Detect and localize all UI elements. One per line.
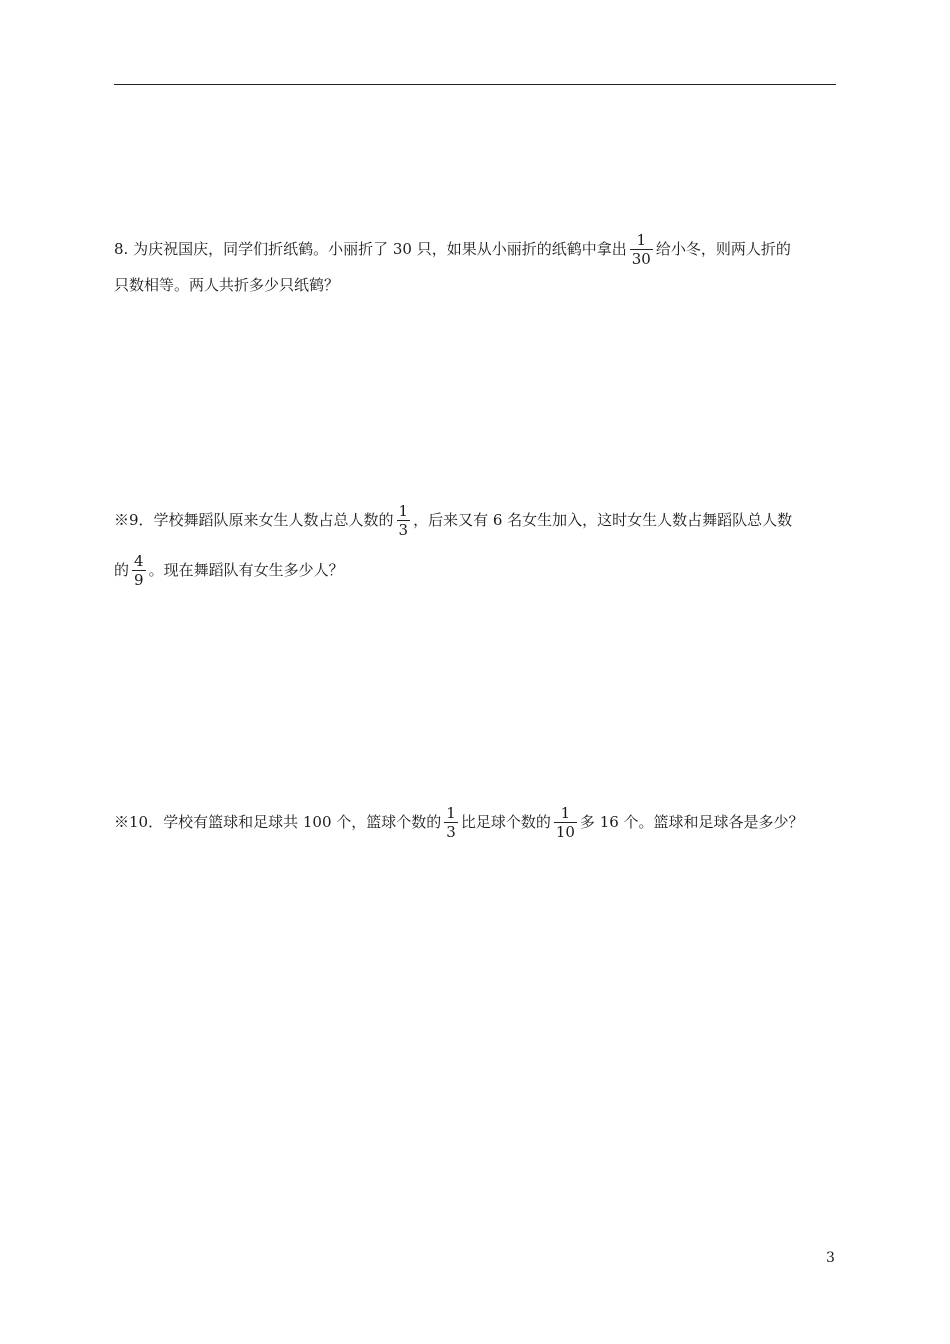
header-rule [114, 84, 836, 85]
question-10 [114, 802, 838, 842]
fraction-numerator: 4 [134, 551, 144, 570]
fraction-denominator: 3 [398, 520, 409, 539]
fraction-4-9 [132, 552, 146, 589]
question-10-text-1: ※10．学校有篮球和足球共 100 个，篮球个数的 [114, 813, 442, 831]
page-number: 3 [826, 1250, 835, 1266]
question-8-text-1: 8. 为庆祝国庆，同学们折纸鹤。小丽折了 30 只，如果从小丽折的纸鹤中拿出 [114, 240, 627, 258]
question-9 [114, 500, 838, 590]
fraction-1-3 [444, 804, 458, 841]
fraction-denominator: 30 [631, 249, 651, 268]
question-8-text-3: 只数相等。两人共折多少只纸鹤？ [114, 276, 340, 294]
question-9-text-4: 。现在舞蹈队有女生多少人？ [148, 561, 344, 579]
fraction-denominator: 9 [134, 570, 144, 589]
question-8-text-2: 给小冬，则两人折的 [655, 240, 791, 258]
fraction-numerator: 1 [560, 803, 571, 822]
fraction-numerator: 1 [398, 501, 409, 520]
fraction-1-3 [397, 502, 411, 539]
question-10-text-2: 比足球个数的 [460, 813, 551, 831]
question-9-text-1: ※9．学校舞蹈队原来女生人数占总人数的 [114, 511, 394, 529]
fraction-numerator: 1 [446, 803, 456, 822]
fraction-1-10 [554, 804, 577, 841]
fraction-denominator: 3 [446, 822, 456, 841]
question-8 [114, 229, 838, 295]
fraction-1-30 [630, 231, 653, 268]
question-9-text-3: 的 [114, 561, 130, 579]
question-10-text-3: 多 16 个。篮球和足球各是多少？ [579, 813, 804, 831]
fraction-numerator: 1 [636, 230, 647, 249]
question-9-text-2: ，后来又有 6 名女生加入，这时女生人数占舞蹈队总人数 [413, 511, 793, 529]
fraction-denominator: 10 [555, 822, 575, 841]
